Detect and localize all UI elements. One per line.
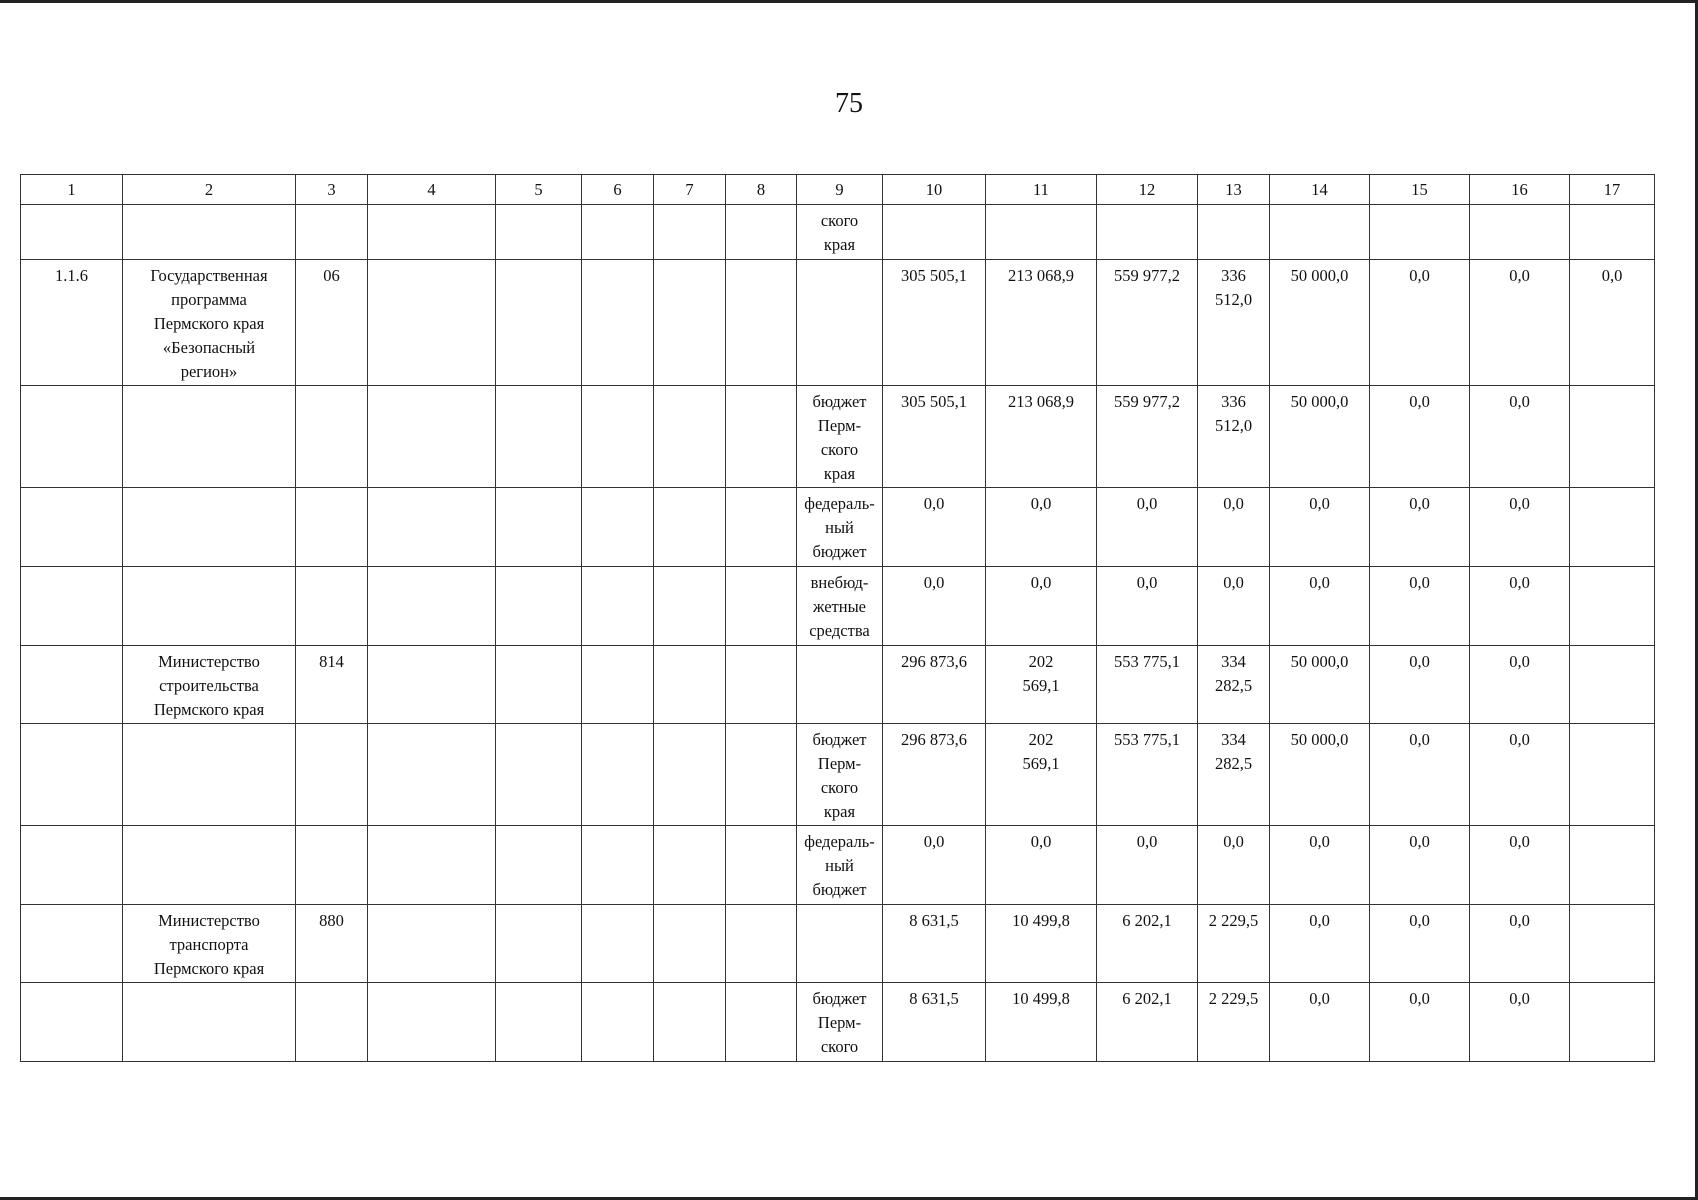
table-cell bbox=[368, 905, 496, 983]
table-cell bbox=[368, 260, 496, 386]
table-cell: 0,0 bbox=[1370, 567, 1470, 646]
table-cell: 0,0 bbox=[883, 826, 986, 905]
table-cell bbox=[496, 260, 582, 386]
table-cell bbox=[1570, 567, 1655, 646]
table-cell bbox=[582, 205, 654, 260]
table-cell bbox=[582, 488, 654, 567]
table-cell bbox=[123, 724, 296, 826]
table-cell: 0,0 bbox=[1198, 488, 1270, 567]
table-cell bbox=[1570, 905, 1655, 983]
table-cell: 0,0 bbox=[1470, 724, 1570, 826]
column-number-cell: 10 bbox=[883, 175, 986, 205]
column-number-cell: 3 bbox=[296, 175, 368, 205]
table-cell bbox=[21, 905, 123, 983]
table-cell: 202 569,1 bbox=[986, 724, 1097, 826]
table-cell: 334 282,5 bbox=[1198, 724, 1270, 826]
table-cell bbox=[797, 260, 883, 386]
table-cell bbox=[726, 205, 797, 260]
table-cell: 0,0 bbox=[1270, 905, 1370, 983]
table-cell bbox=[496, 905, 582, 983]
table-cell bbox=[1097, 205, 1198, 260]
table-cell bbox=[496, 567, 582, 646]
column-number-cell: 8 bbox=[726, 175, 797, 205]
table-cell bbox=[21, 488, 123, 567]
table-row bbox=[21, 905, 1655, 983]
table-cell: 334 282,5 bbox=[1198, 646, 1270, 724]
column-number-cell: 9 bbox=[797, 175, 883, 205]
table-cell: 296 873,6 bbox=[883, 646, 986, 724]
table-cell bbox=[654, 260, 726, 386]
table-cell: 1.1.6 bbox=[21, 260, 123, 386]
table-cell bbox=[726, 386, 797, 488]
table-cell: 0,0 bbox=[1470, 386, 1570, 488]
table-cell bbox=[726, 724, 797, 826]
table-cell bbox=[496, 724, 582, 826]
table-cell: 8 631,5 bbox=[883, 983, 986, 1062]
column-number-cell: 7 bbox=[654, 175, 726, 205]
table-cell: 0,0 bbox=[1470, 983, 1570, 1062]
column-number-cell: 1 bbox=[21, 175, 123, 205]
table-cell bbox=[726, 488, 797, 567]
table-cell bbox=[1570, 983, 1655, 1062]
table-cell bbox=[123, 205, 296, 260]
table-cell: 10 499,8 bbox=[986, 983, 1097, 1062]
table-cell bbox=[883, 205, 986, 260]
table-cell: 0,0 bbox=[1570, 260, 1655, 386]
table-cell: 336 512,0 bbox=[1198, 386, 1270, 488]
table-cell: 305 505,1 bbox=[883, 386, 986, 488]
table-cell bbox=[1470, 205, 1570, 260]
table-cell: ского края bbox=[797, 205, 883, 260]
table-cell: федераль- ный бюджет bbox=[797, 826, 883, 905]
table-cell bbox=[496, 826, 582, 905]
table-cell bbox=[582, 386, 654, 488]
table-cell bbox=[726, 905, 797, 983]
column-number-cell: 15 bbox=[1370, 175, 1470, 205]
table-cell bbox=[582, 646, 654, 724]
table-cell bbox=[21, 567, 123, 646]
table-cell: 0,0 bbox=[883, 567, 986, 646]
table-row bbox=[21, 260, 1655, 386]
table-cell: 0,0 bbox=[986, 567, 1097, 646]
table-cell bbox=[368, 826, 496, 905]
table-cell: 814 bbox=[296, 646, 368, 724]
table-cell: 0,0 bbox=[1270, 488, 1370, 567]
table-cell: 0,0 bbox=[1370, 646, 1470, 724]
table-cell: 553 775,1 bbox=[1097, 646, 1198, 724]
table-cell: 06 bbox=[296, 260, 368, 386]
table-cell: 559 977,2 bbox=[1097, 386, 1198, 488]
table-cell bbox=[1570, 205, 1655, 260]
table-cell: 8 631,5 bbox=[883, 905, 986, 983]
table-cell bbox=[726, 646, 797, 724]
budget-table bbox=[20, 174, 1655, 1062]
table-cell: 0,0 bbox=[1470, 567, 1570, 646]
table-cell: 0,0 bbox=[1270, 983, 1370, 1062]
table-cell: 0,0 bbox=[1370, 260, 1470, 386]
table-row bbox=[21, 205, 1655, 260]
table-cell: 0,0 bbox=[1470, 260, 1570, 386]
table-cell: 0,0 bbox=[1470, 646, 1570, 724]
table-cell: 0,0 bbox=[1097, 826, 1198, 905]
table-cell: 0,0 bbox=[883, 488, 986, 567]
table-cell bbox=[1570, 488, 1655, 567]
table-cell: 305 505,1 bbox=[883, 260, 986, 386]
table-cell bbox=[296, 386, 368, 488]
table-cell: 880 bbox=[296, 905, 368, 983]
table-cell bbox=[726, 983, 797, 1062]
table-cell bbox=[797, 646, 883, 724]
table-cell bbox=[496, 983, 582, 1062]
table-cell: 296 873,6 bbox=[883, 724, 986, 826]
column-number-cell: 12 bbox=[1097, 175, 1198, 205]
table-cell: 50 000,0 bbox=[1270, 386, 1370, 488]
table-cell: 0,0 bbox=[1097, 488, 1198, 567]
table-cell bbox=[368, 646, 496, 724]
table-cell: 0,0 bbox=[1470, 488, 1570, 567]
table-cell: федераль- ный бюджет bbox=[797, 488, 883, 567]
table-cell: 0,0 bbox=[986, 488, 1097, 567]
table-cell bbox=[368, 724, 496, 826]
table-cell bbox=[21, 983, 123, 1062]
table-cell bbox=[654, 983, 726, 1062]
table-cell: внебюд- жетные средства bbox=[797, 567, 883, 646]
table-cell: 0,0 bbox=[1370, 386, 1470, 488]
column-number-cell: 13 bbox=[1198, 175, 1270, 205]
table-cell bbox=[496, 646, 582, 724]
table-cell bbox=[296, 983, 368, 1062]
table-cell: 0,0 bbox=[1370, 826, 1470, 905]
table-cell bbox=[296, 826, 368, 905]
table-cell bbox=[368, 567, 496, 646]
table-cell bbox=[654, 567, 726, 646]
table-cell bbox=[496, 488, 582, 567]
table-cell: бюджет Перм- ского bbox=[797, 983, 883, 1062]
table-cell bbox=[123, 983, 296, 1062]
table-cell bbox=[368, 386, 496, 488]
table-cell: 6 202,1 bbox=[1097, 905, 1198, 983]
table-cell: бюджет Перм- ского края bbox=[797, 724, 883, 826]
table-cell: 0,0 bbox=[1198, 567, 1270, 646]
table-cell: Министерство строительства Пермского края bbox=[123, 646, 296, 724]
table-cell bbox=[496, 205, 582, 260]
table-cell bbox=[654, 646, 726, 724]
table-cell bbox=[654, 724, 726, 826]
table-cell: 2 229,5 bbox=[1198, 905, 1270, 983]
table-cell bbox=[582, 724, 654, 826]
table-cell bbox=[726, 826, 797, 905]
table-row bbox=[21, 488, 1655, 567]
column-number-cell: 6 bbox=[582, 175, 654, 205]
table-cell: 0,0 bbox=[1097, 567, 1198, 646]
table-cell bbox=[726, 567, 797, 646]
table-cell bbox=[21, 826, 123, 905]
table-cell bbox=[654, 488, 726, 567]
table-cell bbox=[496, 386, 582, 488]
table-cell bbox=[368, 205, 496, 260]
table-cell bbox=[21, 205, 123, 260]
page-number: 75 bbox=[835, 88, 863, 119]
table-cell bbox=[654, 386, 726, 488]
table-cell bbox=[296, 724, 368, 826]
column-number-cell: 4 bbox=[368, 175, 496, 205]
table-cell: 0,0 bbox=[1470, 905, 1570, 983]
table-cell: 0,0 bbox=[1470, 826, 1570, 905]
table-cell bbox=[1570, 724, 1655, 826]
table-cell bbox=[123, 567, 296, 646]
table-row bbox=[21, 386, 1655, 488]
table-cell: Государственная программа Пермского края «Безопасный регион» bbox=[123, 260, 296, 386]
table-cell: 50 000,0 bbox=[1270, 646, 1370, 724]
column-number-cell: 5 bbox=[496, 175, 582, 205]
table-row bbox=[21, 646, 1655, 724]
table-cell: 553 775,1 bbox=[1097, 724, 1198, 826]
table-cell: 202 569,1 bbox=[986, 646, 1097, 724]
table-cell bbox=[1270, 205, 1370, 260]
table-cell bbox=[296, 567, 368, 646]
table-cell bbox=[1198, 205, 1270, 260]
table-cell bbox=[21, 646, 123, 724]
table-cell bbox=[296, 205, 368, 260]
table-cell bbox=[986, 205, 1097, 260]
table-cell bbox=[296, 488, 368, 567]
table-cell: 2 229,5 bbox=[1198, 983, 1270, 1062]
table-cell: бюджет Перм- ского края bbox=[797, 386, 883, 488]
table-cell: 0,0 bbox=[1270, 826, 1370, 905]
table-cell: Министерство транспорта Пермского края bbox=[123, 905, 296, 983]
table-cell bbox=[1570, 386, 1655, 488]
table-row bbox=[21, 826, 1655, 905]
table-cell bbox=[654, 826, 726, 905]
table-cell bbox=[582, 905, 654, 983]
table-cell: 0,0 bbox=[1198, 826, 1270, 905]
table-cell: 0,0 bbox=[986, 826, 1097, 905]
table-row bbox=[21, 983, 1655, 1062]
column-number-cell: 17 bbox=[1570, 175, 1655, 205]
table-cell: 0,0 bbox=[1270, 567, 1370, 646]
table-cell: 10 499,8 bbox=[986, 905, 1097, 983]
table-cell: 50 000,0 bbox=[1270, 260, 1370, 386]
column-number-cell: 14 bbox=[1270, 175, 1370, 205]
table-row bbox=[21, 567, 1655, 646]
column-number-row bbox=[21, 175, 1655, 205]
table-cell bbox=[368, 983, 496, 1062]
column-number-cell: 16 bbox=[1470, 175, 1570, 205]
table-cell bbox=[582, 567, 654, 646]
column-number-cell: 2 bbox=[123, 175, 296, 205]
table-cell: 50 000,0 bbox=[1270, 724, 1370, 826]
table-cell: 0,0 bbox=[1370, 724, 1470, 826]
table-cell: 559 977,2 bbox=[1097, 260, 1198, 386]
table-cell bbox=[1570, 826, 1655, 905]
table-cell bbox=[726, 260, 797, 386]
column-number-cell: 11 bbox=[986, 175, 1097, 205]
table-cell bbox=[654, 905, 726, 983]
table-cell: 6 202,1 bbox=[1097, 983, 1198, 1062]
table-cell bbox=[1370, 205, 1470, 260]
table-cell bbox=[368, 488, 496, 567]
table-cell bbox=[797, 905, 883, 983]
table-cell bbox=[123, 826, 296, 905]
table-cell bbox=[1570, 646, 1655, 724]
table-cell bbox=[123, 386, 296, 488]
table-cell: 213 068,9 bbox=[986, 260, 1097, 386]
table-cell bbox=[21, 386, 123, 488]
table-cell bbox=[654, 205, 726, 260]
table-cell: 336 512,0 bbox=[1198, 260, 1270, 386]
table-cell bbox=[123, 488, 296, 567]
table-cell: 213 068,9 bbox=[986, 386, 1097, 488]
table-cell: 0,0 bbox=[1370, 905, 1470, 983]
table-cell bbox=[582, 983, 654, 1062]
table-cell bbox=[21, 724, 123, 826]
table-cell: 0,0 bbox=[1370, 488, 1470, 567]
table-cell bbox=[582, 260, 654, 386]
table-cell: 0,0 bbox=[1370, 983, 1470, 1062]
table-row bbox=[21, 724, 1655, 826]
table-cell bbox=[582, 826, 654, 905]
